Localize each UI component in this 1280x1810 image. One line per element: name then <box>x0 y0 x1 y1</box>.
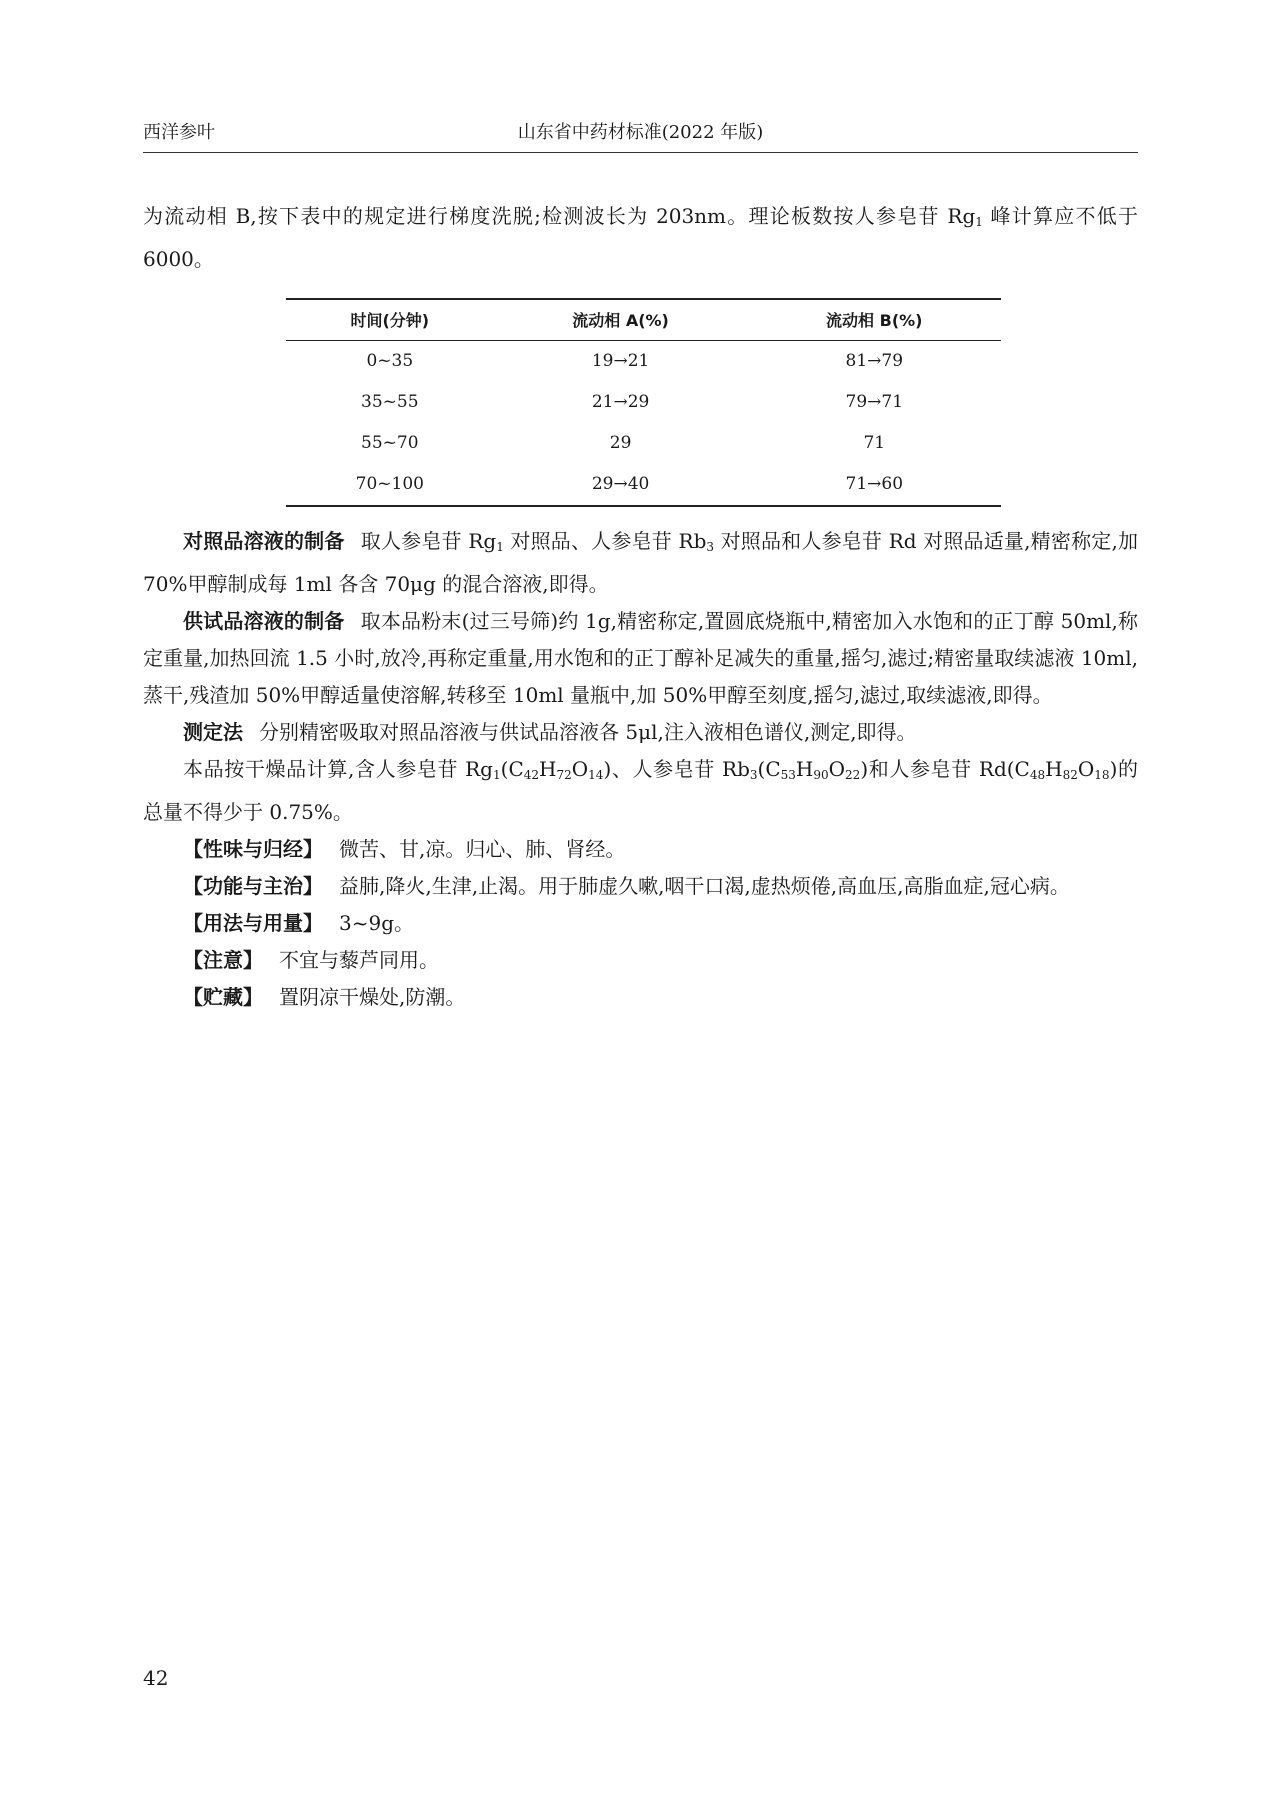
test-solution-label: 供试品溶液的制备 <box>183 609 345 633</box>
content-text: O <box>1077 757 1095 781</box>
nature-text: 微苦、甘,凉。归心、肺、肾经。 <box>339 837 626 861</box>
header-center-title: 山东省中药材标准(2022 年版) <box>517 122 764 143</box>
content-text: O <box>828 757 846 781</box>
table-cell: 79→71 <box>845 392 904 412</box>
column-header-time: 时间(分钟) <box>286 299 494 341</box>
usage-section <box>143 905 1138 942</box>
table-cell: 55~70 <box>361 433 419 453</box>
subscript: 14 <box>588 768 604 782</box>
subscript: 1 <box>493 768 501 782</box>
content-paragraph <box>143 751 1138 831</box>
intro-paragraph <box>143 198 1138 278</box>
table-cell: 29→40 <box>494 464 748 506</box>
page-body <box>143 198 1138 1016</box>
subscript: 72 <box>556 768 572 782</box>
intro-text-b: 峰计算应不低于 6000。 <box>143 204 1138 271</box>
nature-section <box>143 831 1138 868</box>
subscript: 1 <box>496 540 504 554</box>
table-cell: 71→60 <box>748 464 1001 506</box>
subscript: 90 <box>813 768 829 782</box>
table-header-row <box>286 299 1001 341</box>
subscript: 3 <box>706 540 715 554</box>
test-solution-paragraph <box>143 603 1138 714</box>
table-cell: 81→79 <box>845 351 904 371</box>
intro-subscript: 1 <box>975 215 983 229</box>
usage-text: 3~9g。 <box>339 911 415 935</box>
reference-solution-text: 对照品和人参皂苷 Rd 对照品适量,精密称定,加 70%甲醇制成每 1ml 各含 70μg 的混合溶液,即得。 <box>143 529 1139 596</box>
content-text: )和人参皂苷 Rd(C <box>860 757 1030 781</box>
subscript: 53 <box>780 768 796 782</box>
reference-solution-text: 取人参皂苷 Rg <box>360 529 497 553</box>
content-text: O <box>571 757 589 781</box>
method-text: 分别精密吸取对照品溶液与供试品溶液各 5μl,注入液相色谱仪,测定,即得。 <box>259 720 917 744</box>
content-text: (C <box>500 757 524 781</box>
usage-label: 【用法与用量】 <box>183 911 323 935</box>
function-label: 【功能与主治】 <box>183 874 323 898</box>
subscript: 3 <box>749 768 758 782</box>
table-cell: 29 <box>609 433 632 453</box>
table-row <box>286 382 1001 423</box>
table-cell: 35~55 <box>361 392 419 412</box>
content-text: 本品按干燥品计算,含人参皂苷 Rg <box>183 757 493 781</box>
page-number: 42 <box>143 1666 169 1690</box>
storage-label: 【贮藏】 <box>183 985 263 1009</box>
table-cell: 21→29 <box>591 392 650 412</box>
nature-label: 【性味与归经】 <box>183 837 323 861</box>
content-text: (C <box>757 757 781 781</box>
running-header <box>143 118 1138 148</box>
table-cell: 71 <box>863 433 886 453</box>
subscript: 42 <box>523 768 540 782</box>
content-text: H <box>795 757 814 781</box>
table-row <box>286 423 1001 464</box>
subscript: 18 <box>1094 768 1110 782</box>
gradient-table <box>286 298 1001 507</box>
function-text: 益肺,降火,生津,止渴。用于肺虚久嗽,咽干口渴,虚热烦倦,高血压,高脂血症,冠心病。 <box>339 874 1070 898</box>
content-text: H <box>1045 757 1063 781</box>
caution-section <box>143 942 1138 979</box>
method-paragraph <box>143 714 1138 751</box>
table-cell: 0~35 <box>366 351 414 371</box>
table-row <box>286 341 1001 383</box>
gradient-table-wrapper <box>143 298 1138 507</box>
intro-text-a: 为流动相 B,按下表中的规定进行梯度洗脱;检测波长为 203nm。理论板数按人参皂苷 Rg <box>143 204 976 228</box>
method-label: 测定法 <box>183 720 243 744</box>
storage-section <box>143 979 1138 1016</box>
reference-solution-text: 对照品、人参皂苷 Rb <box>503 529 707 553</box>
test-solution-text: 取本品粉末(过三号筛)约 1g,精密称定,置圆底烧瓶中,精密加入水饱和的正丁醇 50ml,称定重量,加热回流 1.5 小时,放冷,再称定重量,用水饱和的正丁醇补足减失的重量,摇匀,滤过;精密量取续滤液 10ml,蒸干,残渣加 50%甲醇适量使溶解,转移至 10ml 量瓶中,加 50%甲醇至刻度,摇匀,滤过,取续滤液,即得。 <box>143 609 1138 707</box>
caution-label: 【注意】 <box>183 948 263 972</box>
reference-solution-paragraph <box>143 523 1138 603</box>
header-left-title: 西洋参叶 <box>143 122 215 143</box>
content-text: )的总量不得少于 0.75%。 <box>143 757 1138 824</box>
content-text: )、人参皂苷 Rb <box>603 757 750 781</box>
column-header-phase-a: 流动相 A(%) <box>494 299 748 341</box>
table-cell: 19→21 <box>591 351 650 371</box>
subscript: 82 <box>1062 768 1078 782</box>
storage-text: 置阴凉干燥处,防潮。 <box>279 985 466 1009</box>
subscript: 48 <box>1029 768 1046 782</box>
function-section <box>143 868 1138 905</box>
caution-text: 不宜与藜芦同用。 <box>279 948 439 972</box>
table-cell: 70~100 <box>286 464 494 506</box>
column-header-phase-b: 流动相 B(%) <box>748 299 1001 341</box>
table-row <box>286 464 1001 506</box>
subscript: 22 <box>845 768 861 782</box>
reference-solution-label: 对照品溶液的制备 <box>183 529 345 553</box>
header-rule <box>143 152 1138 153</box>
content-text: H <box>539 757 557 781</box>
